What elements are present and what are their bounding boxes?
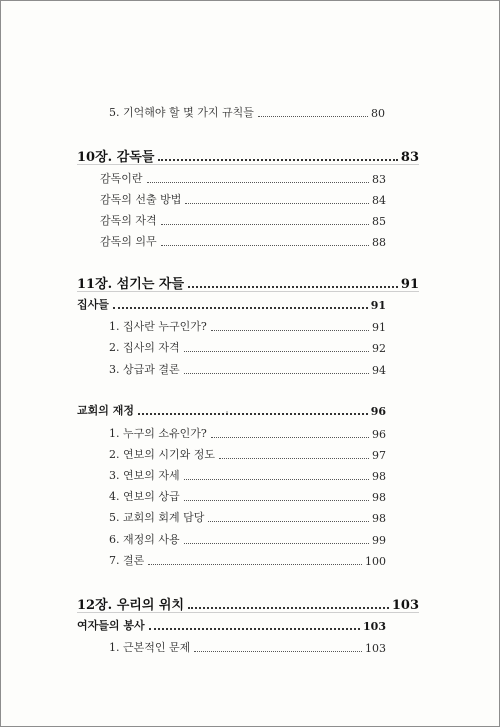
dot-leader	[219, 458, 369, 459]
toc-entry-page: 83	[372, 173, 386, 186]
toc-entry	[109, 488, 386, 504]
toc-chapter-page: 91	[400, 277, 419, 292]
toc-entry	[109, 467, 386, 483]
dot-leader	[184, 351, 369, 352]
toc-entry-page: 96	[372, 428, 386, 441]
toc-entry-page: 88	[372, 236, 386, 249]
dot-leader	[184, 543, 369, 544]
dot-leader	[113, 307, 368, 309]
toc-section-page: 96	[370, 405, 386, 418]
toc-section-page: 103	[363, 620, 386, 633]
toc-entry	[109, 446, 386, 462]
toc-entry-label: 1. 집사란 누구인가?	[109, 320, 207, 333]
toc-entry-label: 2. 연보의 시기와 정도	[109, 448, 215, 461]
toc-entry	[109, 318, 386, 334]
dot-leader	[161, 224, 369, 225]
toc-entry-label: 6. 재정의 사용	[109, 533, 180, 546]
toc-entry-label: 감독이란	[100, 172, 143, 185]
dot-leader	[158, 159, 398, 161]
toc-entry-label: 5. 기억해야 할 몇 가지 규칙들	[109, 106, 254, 119]
toc-entry	[100, 212, 386, 228]
toc-section	[77, 296, 386, 312]
toc-entry	[109, 639, 386, 655]
dot-leader	[148, 564, 362, 565]
toc-section	[77, 402, 386, 418]
toc-entry	[100, 233, 386, 249]
toc-chapter-page: 83	[400, 150, 419, 165]
toc-entry-label: 4. 연보의 상급	[109, 490, 180, 503]
toc-section-label: 여자들의 봉사	[77, 619, 145, 632]
dot-leader	[184, 479, 369, 480]
dot-leader	[208, 521, 369, 522]
toc-chapter	[77, 273, 419, 292]
toc-entry-page: 92	[372, 342, 386, 355]
toc-chapter-label: 12장. 우리의 위치	[77, 598, 185, 613]
toc-entry-page: 103	[365, 642, 386, 655]
toc-entry-page: 91	[372, 321, 386, 334]
toc-entry-label: 3. 연보의 자세	[109, 469, 180, 482]
dot-leader	[188, 607, 389, 609]
toc-section-label: 교회의 재정	[77, 404, 134, 417]
toc-entry-page: 80	[371, 107, 385, 120]
toc-entry	[109, 339, 386, 355]
toc-entry	[109, 509, 386, 525]
toc-entry-label: 감독의 자격	[100, 214, 157, 227]
dot-leader	[184, 500, 369, 501]
toc-entry-label: 1. 누구의 소유인가?	[109, 427, 207, 440]
toc-entry-page: 98	[372, 512, 386, 525]
toc-entry-page: 99	[372, 534, 386, 547]
toc-section-label: 집사들	[77, 298, 109, 311]
toc-entry-page: 98	[372, 491, 386, 504]
separator-line	[77, 612, 419, 613]
toc-entry	[100, 170, 386, 186]
dot-leader	[258, 116, 368, 117]
toc-entry-page: 85	[372, 215, 386, 228]
toc-entry	[109, 531, 386, 547]
separator-line	[77, 291, 419, 292]
dot-leader	[147, 182, 369, 183]
dot-leader	[184, 373, 369, 374]
toc-entry-label: 2. 집사의 자격	[109, 341, 180, 354]
dot-leader	[211, 437, 369, 438]
dot-leader	[194, 651, 362, 652]
toc-entry-page: 100	[365, 555, 386, 568]
toc-entry	[109, 425, 386, 441]
toc-chapter	[77, 594, 419, 613]
toc-chapter-page: 103	[391, 598, 419, 613]
toc-section	[77, 617, 386, 633]
toc-entry	[100, 191, 386, 207]
toc-entry-label: 1. 근본적인 문제	[109, 641, 191, 654]
dot-leader	[161, 245, 369, 246]
toc-chapter	[77, 146, 419, 165]
dot-leader	[138, 413, 368, 415]
toc-entry	[109, 552, 386, 568]
toc-chapter-label: 11장. 섬기는 자들	[77, 277, 185, 292]
toc-entry-page: 84	[372, 194, 386, 207]
toc-entry-page: 98	[372, 470, 386, 483]
toc-entry	[109, 361, 386, 377]
toc-entry-label: 감독의 의무	[100, 235, 157, 248]
toc-entry-label: 감독의 선출 방법	[100, 193, 182, 206]
toc-entry-label: 7. 결론	[109, 554, 145, 567]
toc-entry	[109, 104, 385, 120]
toc-entry-page: 97	[372, 449, 386, 462]
dot-leader	[188, 286, 398, 288]
toc-chapter-label: 10장. 감독들	[77, 150, 155, 165]
separator-line	[77, 164, 419, 165]
toc-entry-label: 5. 교회의 회계 담당	[109, 511, 205, 524]
dot-leader	[211, 330, 369, 331]
toc-entry-label: 3. 상급과 결론	[109, 363, 180, 376]
dot-leader	[185, 203, 369, 204]
toc-section-page: 91	[370, 299, 386, 312]
toc-entry-page: 94	[372, 364, 386, 377]
dot-leader	[149, 628, 360, 630]
